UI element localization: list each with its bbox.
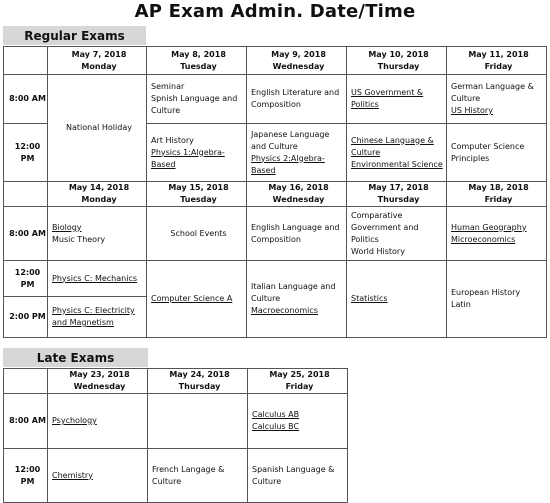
exam-link[interactable]: Psychology (52, 416, 97, 425)
regular-exams-label: Regular Exams (3, 26, 146, 45)
date-header: May 18, 2018 Friday (447, 182, 547, 207)
time-cell: 12:00 PM (4, 261, 48, 297)
exam-cell: Biology Music Theory (48, 207, 147, 261)
date-header: May 17, 2018 Thursday (347, 182, 447, 207)
exam-link[interactable]: Physics C: Mechanics (52, 273, 138, 283)
date-header: May 7, 2018 Monday (48, 47, 147, 75)
page-title: AP Exam Admin. Date/Time (134, 1, 416, 22)
exam-link[interactable]: Computer Science A (151, 294, 233, 303)
late-exams-label: Late Exams (3, 348, 148, 367)
exam-cell (48, 297, 147, 338)
corner-cell (4, 182, 48, 207)
exam-cell: Comparative Government and Politics World History (347, 207, 447, 261)
date-header: May 16, 2018 Wednesday (247, 182, 347, 207)
exam-link[interactable]: Chemistry (52, 470, 93, 480)
exam-cell (48, 261, 147, 297)
exam-link[interactable]: Physics 1:Algebra-Based (151, 147, 225, 169)
exam-link[interactable]: Microeconomics (451, 234, 516, 244)
date-header: May 8, 2018 Tuesday (147, 47, 247, 75)
exam-link[interactable]: Physics C: Electricity and Magnetism (52, 306, 135, 327)
date-header: May 23, 2018 Wednesday (48, 369, 148, 394)
exam-cell (447, 207, 547, 261)
exam-cell (347, 124, 447, 182)
exam-link[interactable]: US Government & Politics (351, 88, 424, 109)
time-cell: 2:00 PM (4, 297, 48, 338)
corner-cell (4, 369, 48, 394)
table-row (4, 182, 547, 207)
date-header: May 24, 2018 Thursday (148, 369, 248, 394)
exam-cell (347, 75, 447, 124)
table-row (4, 394, 348, 449)
time-cell: 8:00 AM (4, 394, 48, 449)
exam-link[interactable]: Environmental Science (351, 159, 443, 169)
exam-cell (48, 449, 148, 503)
corner-cell (4, 47, 48, 75)
exam-link[interactable]: Calculus AB (252, 410, 300, 419)
exam-cell: Italian Language and Culture Macroeconomics (247, 261, 347, 338)
exam-link[interactable]: Statistics (351, 294, 388, 303)
date-header: May 10, 2018 Thursday (347, 47, 447, 75)
date-header: May 25, 2018 Friday (248, 369, 348, 394)
exam-cell: Japanese Language and Culture Physics 2:Algebra-Based (247, 124, 347, 182)
exam-cell: French Langage & Culture (148, 449, 248, 503)
exam-cell: German Language & Culture US History (447, 75, 547, 124)
time-cell: 12:00 PM (4, 124, 48, 182)
late-exams-table (3, 368, 348, 503)
exam-link[interactable]: Calculus BC (252, 422, 300, 431)
time-cell: 8:00 AM (4, 75, 48, 124)
exam-cell: English Literature and Composition (247, 75, 347, 124)
exam-cell: European History Latin (447, 261, 547, 338)
exam-link[interactable]: Human Geography (451, 222, 527, 232)
exam-cell: English Language and Composition (247, 207, 347, 261)
regular-exams-table (3, 46, 547, 338)
exam-link[interactable]: Macroeconomics (251, 306, 318, 315)
exam-cell: Computer Science Principles (447, 124, 547, 182)
exam-cell: Art History Physics 1:Algebra-Based (147, 124, 247, 182)
exam-link[interactable]: Physics 2:Algebra-Based (251, 153, 325, 175)
exam-cell (148, 394, 248, 449)
date-header: May 14, 2018 Monday (48, 182, 147, 207)
exam-link[interactable]: Biology (52, 222, 82, 232)
exam-cell: Seminar Spnish Language and Culture (147, 75, 247, 124)
exam-cell (147, 261, 247, 338)
time-cell: 12:00 PM (4, 449, 48, 503)
table-row (4, 47, 547, 75)
table-row (4, 207, 547, 261)
date-header: May 15, 2018 Tuesday (147, 182, 247, 207)
exam-cell (248, 394, 348, 449)
exam-cell: School Events (147, 207, 247, 261)
table-row (4, 369, 348, 394)
table-row (4, 75, 547, 124)
exam-link[interactable]: US History (451, 106, 493, 115)
exam-link[interactable]: Chinese Language & Culture (351, 135, 434, 157)
exam-cell (347, 261, 447, 338)
exam-cell (48, 394, 148, 449)
table-row (4, 261, 547, 297)
date-header: May 11, 2018 Friday (447, 47, 547, 75)
holiday-cell: National Holiday (48, 75, 147, 182)
table-row (4, 449, 348, 503)
exam-cell: Spanish Language & Culture (248, 449, 348, 503)
time-cell: 8:00 AM (4, 207, 48, 261)
date-header: May 9, 2018 Wednesday (247, 47, 347, 75)
